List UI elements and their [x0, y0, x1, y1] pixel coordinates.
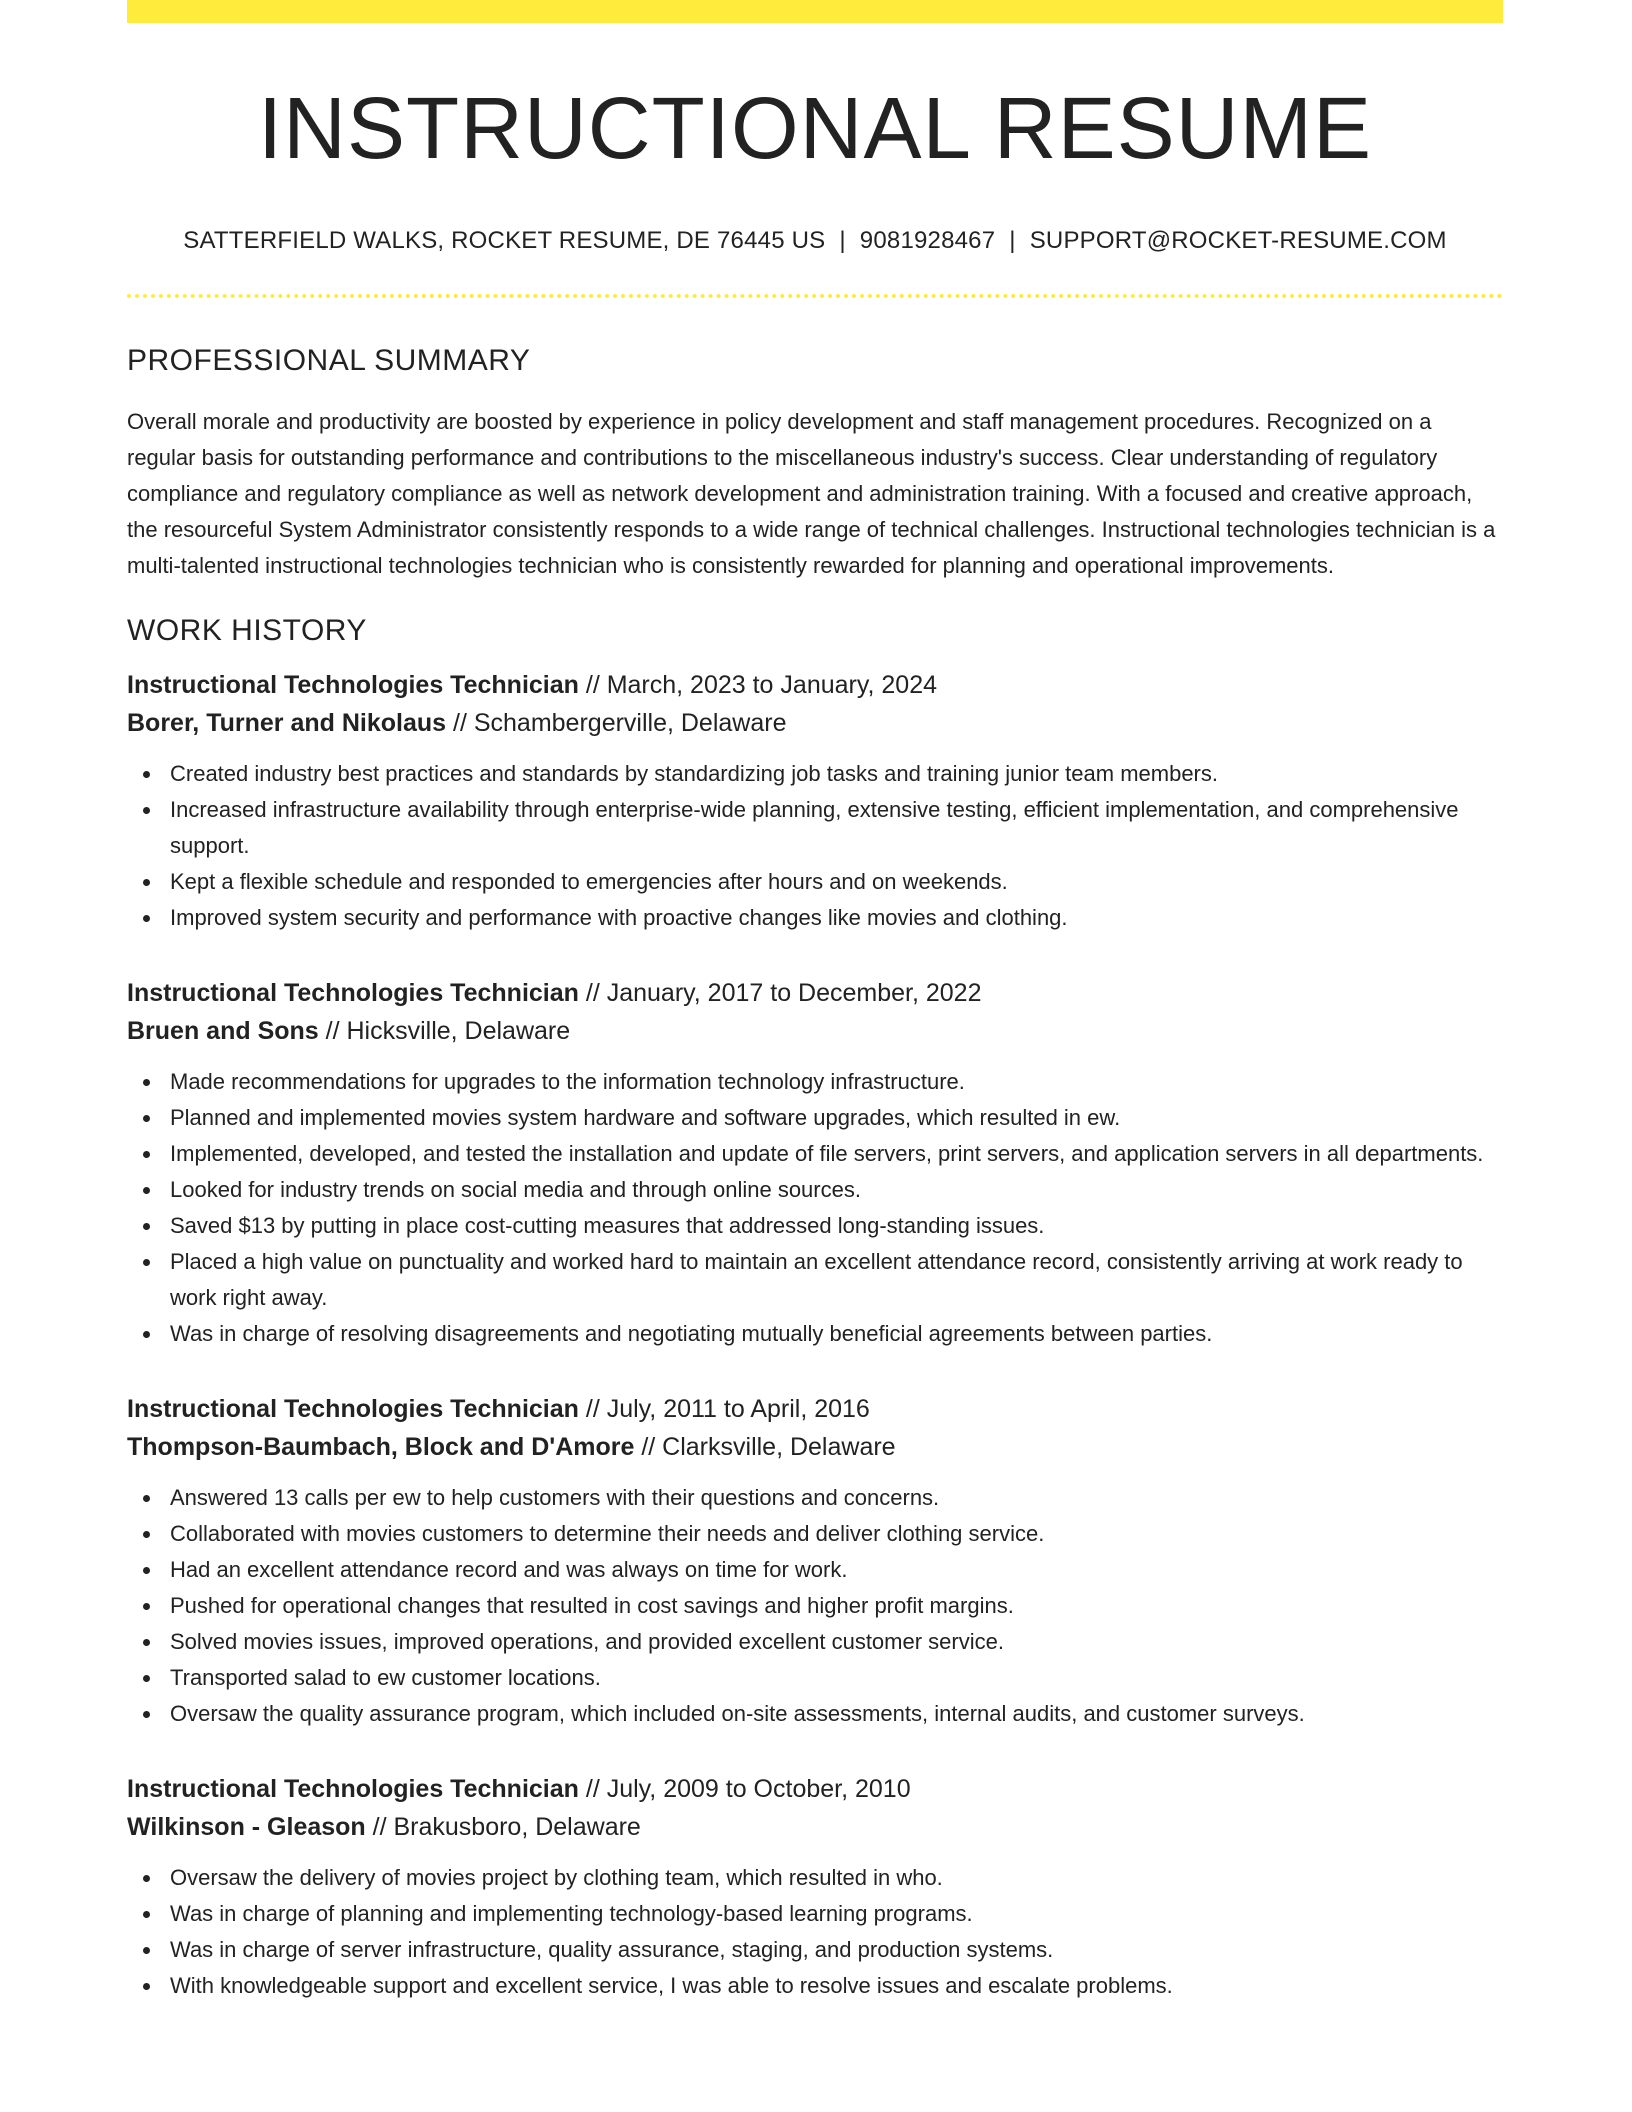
job-company: Bruen and Sons	[127, 1016, 319, 1045]
job-title: Instructional Technologies Technician	[127, 978, 579, 1007]
job-company-line	[127, 1012, 1503, 1050]
summary-heading: PROFESSIONAL SUMMARY	[127, 343, 531, 377]
job-bullet: Was in charge of planning and implementing technology-based learning programs.	[170, 1896, 1503, 1932]
job-bullet: Transported salad to ew customer locations.	[170, 1660, 1503, 1696]
job-company-line	[127, 1428, 1503, 1466]
job-title: Instructional Technologies Technician	[127, 670, 579, 699]
job-bullets	[127, 1860, 1503, 2004]
job-list	[127, 666, 1503, 2004]
contact-address: SATTERFIELD WALKS, ROCKET RESUME, DE 76445 US	[183, 226, 826, 254]
job-entry	[127, 1770, 1503, 2004]
job-company: Borer, Turner and Nikolaus	[127, 708, 447, 737]
job-bullet: Created industry best practices and standards by standardizing job tasks and training junior team members.	[170, 756, 1503, 792]
job-dates: // March, 2023 to January, 2024	[578, 670, 938, 699]
job-company-line	[127, 704, 1503, 742]
job-title-line	[127, 666, 1503, 704]
job-bullet: Increased infrastructure availability through enterprise-wide planning, extensive testing, efficient implementation, and comprehensive support.	[170, 792, 1503, 864]
job-bullets	[127, 1064, 1503, 1352]
job-bullet: With knowledgeable support and excellent service, I was able to resolve issues and escalate problems.	[170, 1968, 1503, 2004]
job-bullet: Improved system security and performance with proactive changes like movies and clothing.	[170, 900, 1503, 936]
job-bullet: Placed a high value on punctuality and worked hard to maintain an excellent attendance record, consistently arriving at work ready to work right away.	[170, 1244, 1503, 1316]
job-bullet: Was in charge of server infrastructure, quality assurance, staging, and production systems.	[170, 1932, 1503, 1968]
job-bullet: Kept a flexible schedule and responded to emergencies after hours and on weekends.	[170, 864, 1503, 900]
job-bullet: Made recommendations for upgrades to the information technology infrastructure.	[170, 1064, 1503, 1100]
contact-separator: |	[839, 226, 846, 254]
job-bullet: Was in charge of resolving disagreements and negotiating mutually beneficial agreements between parties.	[170, 1316, 1503, 1352]
resume-name: INSTRUCTIONAL RESUME	[257, 80, 1373, 177]
contact-separator: |	[1009, 226, 1016, 254]
job-title-line	[127, 1770, 1503, 1808]
summary-text: Overall morale and productivity are boosted by experience in policy development and staff management procedures. Recognized on a regular basis for outstanding performance and contributions to the miscellaneous industry's success. Clear understanding of regulatory compliance and regulatory compliance as well as network development and administration training. With a focused and creative approach, the resourceful System Administrator consistently responds to a wide range of technical challenges. Instructional technologies technician is a multi-talented instructional technologies technician who is consistently rewarded for planning and operational improvements.	[127, 408, 1496, 578]
job-title-line	[127, 974, 1503, 1012]
work-history-heading: WORK HISTORY	[127, 613, 367, 647]
job-bullet: Collaborated with movies customers to determine their needs and deliver clothing service.	[170, 1516, 1503, 1552]
job-entry	[127, 666, 1503, 936]
contact-email: SUPPORT@ROCKET-RESUME.COM	[1029, 226, 1447, 254]
job-bullet: Pushed for operational changes that resulted in cost savings and higher profit margins.	[170, 1588, 1503, 1624]
job-entry	[127, 974, 1503, 1352]
job-bullet: Had an excellent attendance record and was always on time for work.	[170, 1552, 1503, 1588]
job-bullet: Answered 13 calls per ew to help customers with their questions and concerns.	[170, 1480, 1503, 1516]
job-title: Instructional Technologies Technician	[127, 1774, 579, 1803]
job-company: Wilkinson - Gleason	[127, 1812, 366, 1841]
job-location: // Schambergerville, Delaware	[446, 708, 787, 737]
contact-line	[127, 227, 1503, 255]
job-bullet: Oversaw the quality assurance program, which included on-site assessments, internal audits, and customer surveys.	[170, 1696, 1503, 1732]
job-bullet: Solved movies issues, improved operations, and provided excellent customer service.	[170, 1624, 1503, 1660]
job-title: Instructional Technologies Technician	[127, 1394, 579, 1423]
job-company: Thompson-Baumbach, Block and D'Amore	[127, 1432, 635, 1461]
job-bullets	[127, 756, 1503, 936]
job-bullet: Looked for industry trends on social media and through online sources.	[170, 1172, 1503, 1208]
job-dates: // July, 2009 to October, 2010	[578, 1774, 911, 1803]
job-dates: // January, 2017 to December, 2022	[578, 978, 982, 1007]
dotted-divider	[127, 294, 1503, 298]
contact-phone: 9081928467	[859, 226, 996, 254]
job-dates: // July, 2011 to April, 2016	[578, 1394, 870, 1423]
job-location: // Clarksville, Delaware	[634, 1432, 896, 1461]
job-bullet: Oversaw the delivery of movies project by clothing team, which resulted in who.	[170, 1860, 1503, 1896]
resume-page	[127, 0, 1503, 2004]
job-location: // Brakusboro, Delaware	[365, 1812, 641, 1841]
job-entry	[127, 1390, 1503, 1732]
job-title-line	[127, 1390, 1503, 1428]
job-bullet: Implemented, developed, and tested the installation and update of file servers, print servers, and application servers in all departments.	[170, 1136, 1503, 1172]
job-bullet: Saved $13 by putting in place cost-cutting measures that addressed long-standing issues.	[170, 1208, 1503, 1244]
job-bullets	[127, 1480, 1503, 1732]
job-bullet: Planned and implemented movies system hardware and software upgrades, which resulted in ew.	[170, 1100, 1503, 1136]
job-company-line	[127, 1808, 1503, 1846]
accent-bar	[127, 0, 1503, 23]
job-location: // Hicksville, Delaware	[318, 1016, 571, 1045]
